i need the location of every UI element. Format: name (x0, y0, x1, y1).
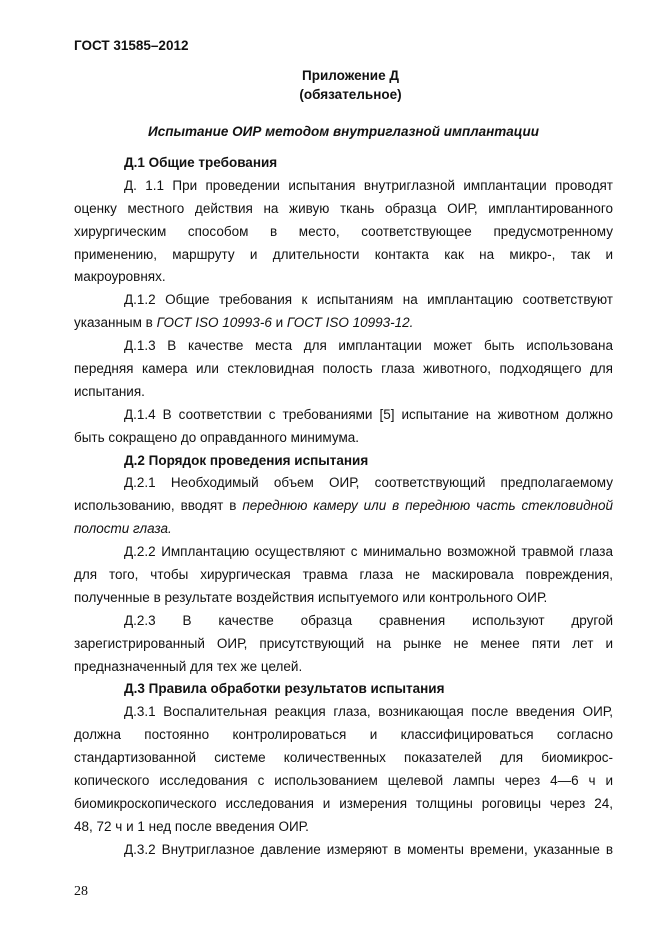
paragraph-d3-1 (74, 701, 613, 838)
appendix-title: Испытание ОИР методом внутриглазной имплантации (148, 124, 539, 139)
text-line: Д. 1.1 При проведении испытания внутриглазной имплантации проводят (124, 177, 613, 193)
standard-reference: ГОСТ ISO 10993-12. (286, 315, 414, 331)
text-line: испытания. (74, 383, 145, 399)
section-heading-d1: Д.1 Общие требования (124, 155, 278, 170)
text-line: зарегистрированный ОИР, присутствующий на рынке не менее пяти лет и (74, 635, 613, 651)
text-line: Д.3.2 Внутриглазное давление измеряют в моменты времени, указанные в (124, 841, 613, 857)
paragraph-d3-2 (74, 839, 613, 862)
text-line (74, 495, 613, 518)
paragraph-d1-2 (74, 289, 613, 335)
text-span: и (271, 315, 287, 331)
text-span: использованию, вводят в (74, 498, 243, 514)
appendix-status: (обязательное) (299, 87, 402, 102)
text-line: биомикроскопического исследования и измерения толщины роговицы через 24, (74, 795, 613, 811)
text-line: копического исследования с использованием щелевой лампы через 4—6 ч и (74, 773, 613, 789)
text-line: Д.1.4 В соответствии с требованиями [5] испытание на животном должно (124, 406, 613, 422)
text-line: полученные в результате воздействия испытуемого или контрольного ОИР. (74, 589, 548, 605)
text-line: быть сокращено до оправданного минимума. (74, 429, 359, 445)
section-heading-d3: Д.3 Правила обработки результатов испытания (124, 681, 445, 697)
paragraph-d2-1 (74, 472, 613, 541)
document-body (74, 152, 613, 862)
standard-reference: ГОСТ ISO 10993-6 (156, 315, 272, 331)
text-line: Д.1.3 В качестве места для имплантации может быть использована (124, 338, 613, 354)
text-line: 48, 72 ч и 1 нед после введения ОИР. (74, 818, 309, 834)
emphasis-text: переднюю камеру или в переднюю часть стекловидной (242, 498, 613, 514)
text-line: Д.2.3 В качестве образца сравнения используют другой (124, 612, 613, 628)
paragraph-d1-3 (74, 335, 613, 404)
text-span: указанным в (74, 315, 157, 331)
text-line: предназначенный для тех же целей. (74, 658, 303, 674)
paragraph-d2-3 (74, 610, 613, 679)
text-line: Д.1.2 Общие требования к испытаниям на имплантацию соответствуют (124, 292, 613, 308)
document-code: ГОСТ 31585–2012 (74, 38, 189, 53)
text-line: передняя камера или стекловидная полость глаза животного, подходящего для (74, 361, 613, 377)
appendix-label: Приложение Д (302, 68, 399, 83)
text-line: оценку местного действия на живую ткань образца ОИР, имплантированного (74, 200, 613, 216)
text-line: для того, чтобы хирургическая травма глаза не маскировала повреждения, (74, 567, 613, 583)
text-line: хирургическим способом в место, соответствующее предусмотренному (74, 223, 613, 239)
text-line: Д.3.1 Воспалительная реакция глаза, возникающая после введения ОИР, (124, 704, 613, 720)
text-line: полости глаза. (74, 521, 172, 537)
section-heading-d2: Д.2 Порядок проведения испытания (124, 452, 369, 468)
text-line: макроуровнях. (74, 269, 166, 285)
text-line: Д.2.2 Имплантацию осуществляют с минимально возможной травмой глаза (124, 544, 613, 560)
text-line: применению, маршруту и длительности контакта как на микро-, так и (74, 246, 613, 262)
text-line: должна постоянно контролироваться и классифицироваться согласно (74, 727, 613, 743)
text-line: стандартизованной системе количественных показателей для биомикрос- (74, 750, 613, 766)
appendix-heading (0, 66, 661, 104)
paragraph-d2-2 (74, 541, 613, 610)
paragraph-d1-1 (74, 175, 613, 289)
paragraph-d1-4 (74, 404, 613, 450)
page-number: 28 (74, 884, 88, 899)
text-line (74, 312, 613, 335)
text-line: Д.2.1 Необходимый объем ОИР, соответствующий предполагаемому (124, 475, 613, 491)
